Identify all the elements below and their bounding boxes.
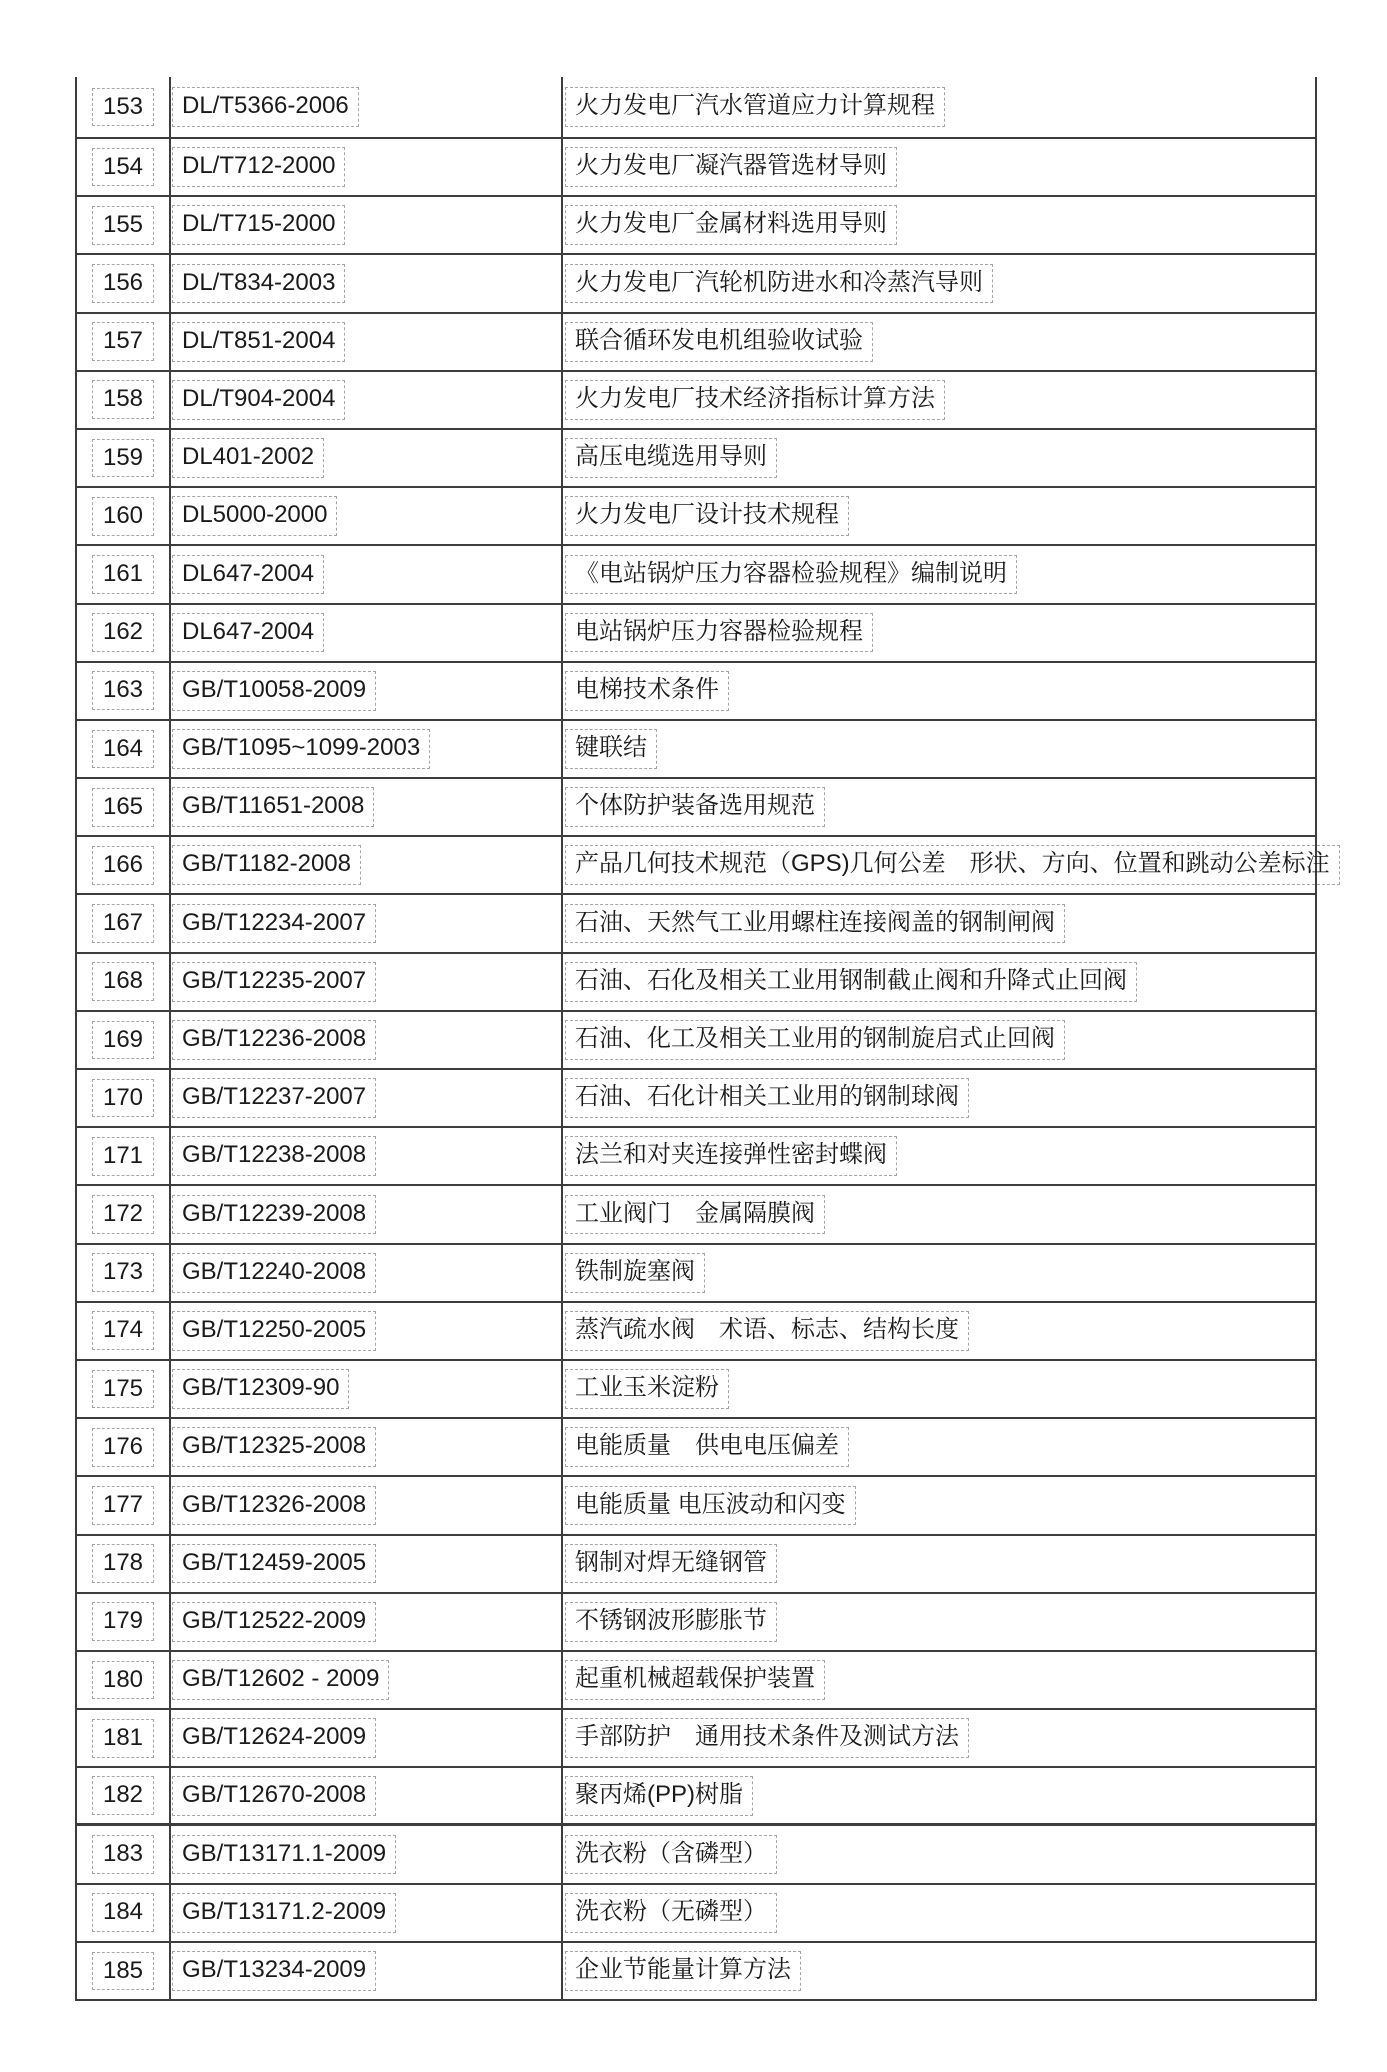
standard-code-box: GB/T12459-2005 (172, 1544, 376, 1584)
standard-code-box: GB/T12325-2008 (172, 1427, 376, 1467)
row-number-box: 158 (92, 380, 154, 419)
table-row (77, 314, 1315, 372)
standard-code-cell (171, 1536, 563, 1592)
standard-code-box: GB/T1095~1099-2003 (172, 729, 430, 769)
standard-title-box: 法兰和对夹连接弹性密封蝶阀 (565, 1136, 897, 1176)
standard-title-cell (563, 1070, 1315, 1126)
standard-title-box: 《电站锅炉压力容器检验规程》编制说明 (565, 555, 1017, 595)
standard-title-box: 火力发电厂设计技术规程 (565, 496, 849, 536)
standard-code-cell (171, 1768, 563, 1823)
standard-title-box: 铁制旋塞阀 (565, 1253, 705, 1293)
row-number-cell (77, 1536, 171, 1592)
row-number-box: 180 (92, 1661, 154, 1700)
standard-code-cell (171, 1885, 563, 1941)
row-number-cell (77, 139, 171, 195)
standard-code-cell (171, 779, 563, 835)
row-number-cell (77, 1361, 171, 1417)
table-row (77, 77, 1315, 139)
row-number-cell (77, 663, 171, 719)
standard-title-cell (563, 314, 1315, 370)
row-number-box: 181 (92, 1719, 154, 1758)
row-number-box: 170 (92, 1079, 154, 1118)
standard-code-cell (171, 1361, 563, 1417)
standard-title-cell (563, 954, 1315, 1010)
row-number-box: 156 (92, 264, 154, 303)
standard-code-cell (171, 1652, 563, 1708)
table-row (77, 1361, 1315, 1419)
standard-title-box: 石油、天然气工业用螺柱连接阀盖的钢制闸阀 (565, 904, 1065, 944)
standard-code-cell (171, 1594, 563, 1650)
row-number-cell (77, 954, 171, 1010)
standard-title-box: 火力发电厂金属材料选用导则 (565, 205, 897, 245)
row-number-cell (77, 1477, 171, 1533)
row-number-box: 160 (92, 497, 154, 536)
row-number-cell (77, 197, 171, 253)
table-row (77, 605, 1315, 663)
standard-title-box: 聚丙烯(PP)树脂 (565, 1776, 753, 1816)
standard-title-cell (563, 372, 1315, 428)
standard-title-box: 不锈钢波形膨胀节 (565, 1602, 777, 1642)
standard-title-cell (563, 1594, 1315, 1650)
row-number-box: 174 (92, 1311, 154, 1350)
standard-code-cell (171, 1186, 563, 1242)
standard-title-cell (563, 1652, 1315, 1708)
row-number-box: 185 (92, 1952, 154, 1991)
row-number-box: 184 (92, 1893, 154, 1932)
standard-title-box: 键联结 (565, 729, 657, 769)
standard-code-box: GB/T10058-2009 (172, 671, 376, 711)
standard-title-cell (563, 1303, 1315, 1359)
row-number-cell (77, 546, 171, 602)
standard-code-box: GB/T12326-2008 (172, 1486, 376, 1526)
standard-code-cell (171, 139, 563, 195)
row-number-box: 154 (92, 148, 154, 187)
standard-code-cell (171, 546, 563, 602)
table-row (77, 1943, 1315, 2001)
standard-code-box: GB/T12522-2009 (172, 1602, 376, 1642)
standard-code-box: GB/T12238-2008 (172, 1136, 376, 1176)
standard-code-cell (171, 1128, 563, 1184)
table-row (77, 954, 1315, 1012)
row-number-cell (77, 721, 171, 777)
table-row (77, 1477, 1315, 1535)
standard-code-cell (171, 1070, 563, 1126)
row-number-cell (77, 488, 171, 544)
table-row (77, 372, 1315, 430)
standard-code-box: GB/T12670-2008 (172, 1776, 376, 1816)
row-number-box: 165 (92, 788, 154, 827)
standard-code-box: GB/T11651-2008 (172, 787, 374, 827)
standard-title-box: 火力发电厂技术经济指标计算方法 (565, 380, 945, 420)
table-row (77, 546, 1315, 604)
standard-title-box: 电能质量 供电电压偏差 (565, 1427, 849, 1467)
row-number-box: 178 (92, 1544, 154, 1583)
standard-title-box: 电梯技术条件 (565, 671, 729, 711)
standard-title-cell (563, 1186, 1315, 1242)
standard-title-cell (563, 1361, 1315, 1417)
row-number-cell (77, 1128, 171, 1184)
standard-code-cell (171, 721, 563, 777)
table-row (77, 255, 1315, 313)
standard-code-cell (171, 314, 563, 370)
row-number-box: 153 (92, 88, 154, 127)
row-number-cell (77, 605, 171, 661)
table-row (77, 1070, 1315, 1128)
table-row (77, 1186, 1315, 1244)
standard-title-box: 钢制对焊无缝钢管 (565, 1544, 777, 1584)
standard-code-box: DL/T904-2004 (172, 380, 345, 420)
row-number-box: 155 (92, 206, 154, 245)
standard-title-cell (563, 1477, 1315, 1533)
row-number-cell (77, 895, 171, 951)
standard-code-box: GB/T12234-2007 (172, 904, 376, 944)
standard-code-box: GB/T13234-2009 (172, 1951, 376, 1991)
standard-code-cell (171, 663, 563, 719)
row-number-box: 163 (92, 671, 154, 710)
table-row (77, 1710, 1315, 1768)
standard-code-cell (171, 954, 563, 1010)
standard-title-box: 洗衣粉（含磷型） (565, 1835, 777, 1875)
standard-title-cell (563, 721, 1315, 777)
standard-title-box: 洗衣粉（无磷型） (565, 1893, 777, 1933)
row-number-cell (77, 1070, 171, 1126)
table-row (77, 1303, 1315, 1361)
row-number-cell (77, 1710, 171, 1766)
table-row (77, 1885, 1315, 1943)
standard-title-cell (563, 1885, 1315, 1941)
row-number-cell (77, 1419, 171, 1475)
standard-title-box: 石油、化工及相关工业用的钢制旋启式止回阀 (565, 1020, 1065, 1060)
row-number-cell (77, 314, 171, 370)
row-number-cell (77, 1245, 171, 1301)
row-number-cell (77, 1594, 171, 1650)
standard-code-box: GB/T12602 - 2009 (172, 1660, 389, 1700)
standard-code-cell (171, 197, 563, 253)
row-number-box: 159 (92, 439, 154, 478)
table-row (77, 1245, 1315, 1303)
table-row (77, 663, 1315, 721)
standard-code-box: DL647-2004 (172, 555, 324, 595)
standard-code-box: GB/T1182-2008 (172, 845, 361, 885)
row-number-cell (77, 430, 171, 486)
standard-title-cell (563, 663, 1315, 719)
table-row (77, 1768, 1315, 1826)
row-number-box: 164 (92, 730, 154, 769)
row-number-cell (77, 1652, 171, 1708)
standard-title-cell (563, 837, 1330, 893)
table-row (77, 488, 1315, 546)
standard-title-cell (563, 1245, 1315, 1301)
standard-title-box: 个体防护装备选用规范 (565, 787, 825, 827)
standard-title-box: 电站锅炉压力容器检验规程 (565, 613, 873, 653)
standard-code-box: DL401-2002 (172, 438, 324, 478)
row-number-box: 167 (92, 904, 154, 943)
standard-title-box: 联合循环发电机组验收试验 (565, 322, 873, 362)
standard-code-cell (171, 837, 563, 893)
row-number-cell (77, 1186, 171, 1242)
standard-code-cell (171, 1943, 563, 1999)
standard-title-box: 企业节能量计算方法 (565, 1951, 801, 1991)
standard-title-box: 火力发电厂汽水管道应力计算规程 (565, 87, 945, 127)
table-row (77, 721, 1315, 779)
standard-title-cell (563, 1419, 1315, 1475)
standard-code-box: DL647-2004 (172, 613, 324, 653)
table-row (77, 1536, 1315, 1594)
standard-title-box: 火力发电厂凝汽器管选材导则 (565, 147, 897, 187)
standard-code-box: GB/T12240-2008 (172, 1253, 376, 1293)
standard-code-cell (171, 1477, 563, 1533)
row-number-box: 157 (92, 322, 154, 361)
standard-title-box: 手部防护 通用技术条件及测试方法 (565, 1718, 969, 1758)
standard-title-box: 石油、石化计相关工业用的钢制球阀 (565, 1078, 969, 1118)
row-number-cell (77, 255, 171, 311)
table-row (77, 779, 1315, 837)
standard-title-cell (563, 488, 1315, 544)
standard-code-box: GB/T12624-2009 (172, 1718, 376, 1758)
standard-code-box: GB/T12239-2008 (172, 1195, 376, 1235)
standard-code-cell (171, 1710, 563, 1766)
standard-code-box: DL/T715-2000 (172, 205, 345, 245)
standard-code-cell (171, 372, 563, 428)
standard-title-box: 火力发电厂汽轮机防进水和冷蒸汽导则 (565, 264, 993, 304)
standard-code-box: DL/T834-2003 (172, 264, 345, 304)
standard-title-cell (563, 1128, 1315, 1184)
table-row (77, 1652, 1315, 1710)
row-number-cell (77, 1885, 171, 1941)
row-number-box: 162 (92, 613, 154, 652)
row-number-box: 166 (92, 846, 154, 885)
row-number-cell (77, 77, 171, 137)
standard-code-cell (171, 1303, 563, 1359)
row-number-box: 173 (92, 1253, 154, 1292)
table-row (77, 1826, 1315, 1884)
standard-title-box: 高压电缆选用导则 (565, 438, 777, 478)
row-number-box: 168 (92, 962, 154, 1001)
row-number-cell (77, 779, 171, 835)
standard-title-box: 产品几何技术规范（GPS)几何公差 形状、方向、位置和跳动公差标注 (565, 845, 1340, 885)
standard-code-cell (171, 1826, 563, 1882)
standard-code-box: GB/T13171.1-2009 (172, 1835, 396, 1875)
standard-code-cell (171, 1419, 563, 1475)
standard-title-cell (563, 895, 1315, 951)
row-number-cell (77, 837, 171, 893)
standard-code-box: DL5000-2000 (172, 496, 337, 536)
row-number-box: 161 (92, 555, 154, 594)
standard-code-cell (171, 430, 563, 486)
standard-code-box: DL/T851-2004 (172, 322, 345, 362)
table-row (77, 1128, 1315, 1186)
standard-title-cell (563, 605, 1315, 661)
standard-code-cell (171, 605, 563, 661)
standard-title-box: 工业玉米淀粉 (565, 1369, 729, 1409)
row-number-cell (77, 372, 171, 428)
standard-title-cell (563, 1826, 1315, 1882)
standard-title-cell (563, 139, 1315, 195)
standard-code-box: GB/T12235-2007 (172, 962, 376, 1002)
standard-title-cell (563, 77, 1315, 137)
standard-title-cell (563, 779, 1315, 835)
standard-title-cell (563, 1943, 1315, 1999)
standard-code-box: GB/T12237-2007 (172, 1078, 376, 1118)
standard-title-box: 起重机械超载保护装置 (565, 1660, 825, 1700)
standard-title-cell (563, 1536, 1315, 1592)
standard-code-cell (171, 488, 563, 544)
row-number-box: 176 (92, 1428, 154, 1467)
standard-title-box: 工业阀门 金属隔膜阀 (565, 1195, 825, 1235)
row-number-box: 172 (92, 1195, 154, 1234)
table-row (77, 197, 1315, 255)
table-row (77, 1594, 1315, 1652)
table-row (77, 139, 1315, 197)
row-number-box: 177 (92, 1486, 154, 1525)
standard-code-cell (171, 1012, 563, 1068)
standard-code-box: GB/T12236-2008 (172, 1020, 376, 1060)
standards-table (75, 77, 1330, 2001)
standard-code-cell (171, 77, 563, 137)
table-row (77, 837, 1330, 895)
row-number-cell (77, 1826, 171, 1882)
table-row (77, 430, 1315, 488)
standard-title-cell (563, 430, 1315, 486)
row-number-box: 182 (92, 1776, 154, 1815)
row-number-box: 169 (92, 1021, 154, 1060)
standard-code-box: GB/T12250-2005 (172, 1311, 376, 1351)
standard-code-box: GB/T12309-90 (172, 1369, 349, 1409)
standard-title-cell (563, 1012, 1315, 1068)
standard-code-box: DL/T5366-2006 (172, 87, 359, 127)
standard-code-box: DL/T712-2000 (172, 147, 345, 187)
standard-title-box: 石油、石化及相关工业用钢制截止阀和升降式止回阀 (565, 962, 1137, 1002)
standard-title-cell (563, 1768, 1315, 1823)
standard-title-cell (563, 197, 1315, 253)
standard-code-cell (171, 1245, 563, 1301)
standard-title-box: 电能质量 电压波动和闪变 (565, 1486, 856, 1526)
table-row (77, 1419, 1315, 1477)
standard-title-cell (563, 255, 1315, 311)
row-number-cell (77, 1012, 171, 1068)
standard-title-cell (563, 546, 1315, 602)
standard-code-cell (171, 895, 563, 951)
table-row (77, 1012, 1315, 1070)
row-number-cell (77, 1303, 171, 1359)
row-number-box: 175 (92, 1370, 154, 1409)
row-number-box: 171 (92, 1137, 154, 1176)
row-number-box: 183 (92, 1835, 154, 1874)
row-number-box: 179 (92, 1602, 154, 1641)
standard-title-cell (563, 1710, 1315, 1766)
table-row (77, 895, 1315, 953)
standard-code-cell (171, 255, 563, 311)
standard-title-box: 蒸汽疏水阀 术语、标志、结构长度 (565, 1311, 969, 1351)
standard-code-box: GB/T13171.2-2009 (172, 1893, 396, 1933)
row-number-cell (77, 1768, 171, 1823)
row-number-cell (77, 1943, 171, 1999)
